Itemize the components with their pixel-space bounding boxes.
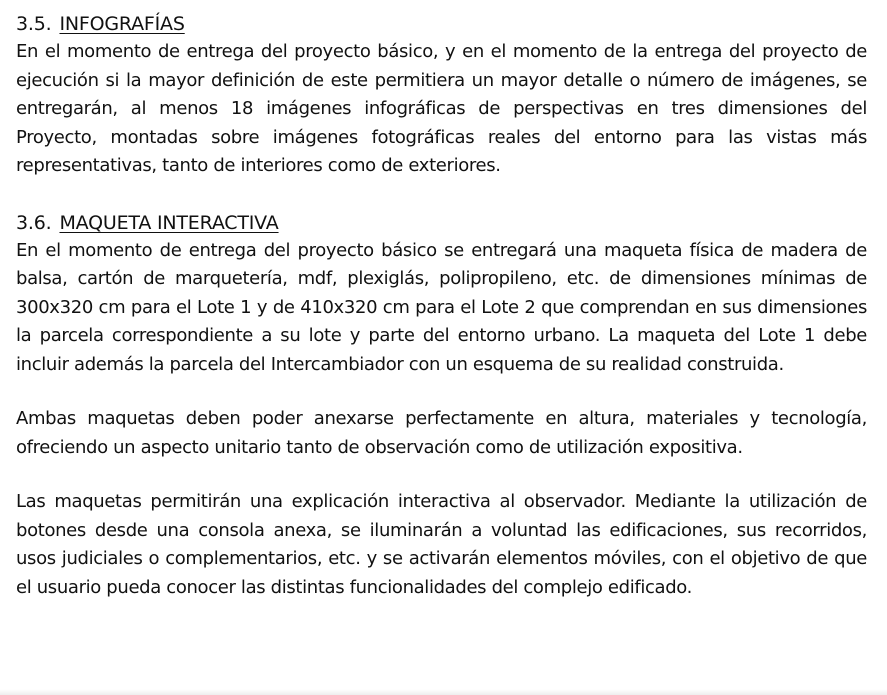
section-number: 3.6. [16, 211, 52, 234]
paragraph: Las maquetas permitirán una explicación interactiva al observador. Mediante la utilización de botones desde una consola anexa, se iluminarán a voluntad las edificaciones, sus recorridos, usos judiciales o complementarios, etc. y se activarán elementos móviles, con el objetivo de que el usuario pueda conocer las distintas funcionalidades del complejo edificado. [16, 491, 867, 598]
section-title: MAQUETA INTERACTIVA [59, 211, 279, 234]
paragraph: En el momento de entrega del proyecto básico se entregará una maqueta física de madera de balsa, cartón de marquetería, mdf, plexiglás, polipropileno, etc. de dimensiones mínimas de 300x320 cm para el Lote 1 y de 410x320 cm para el Lote 2 que comprendan en sus dimensiones la parcela correspondiente a su lote y parte del entorno urbano. La maqueta del Lote 1 debe incluir además la parcela del Intercambiador con un esquema de su realidad construida. [16, 239, 867, 375]
spacer [16, 181, 867, 209]
spacer [16, 462, 867, 488]
section-number: 3.5. [16, 13, 52, 35]
paragraph: En el momento de entrega del proyecto básico, y en el momento de la entrega del proyecto de ejecución si la mayor definición de este permitiera un mayor detalle o número de imágenes, se entregarán, al menos 18 imágenes infográficas de perspectivas en tres dimensiones del Proyecto, montadas sobre imágenes fotográficas reales del entorno para las vistas más representativas, tanto de interiores como de exteriores. [16, 41, 867, 176]
section-heading [16, 10, 867, 38]
paragraph: Ambas maquetas deben poder anexarse perfectamente en altura, materiales y tecnología, ofreciendo un aspecto unitario tanto de observación como de utilización expositiva. [16, 408, 867, 458]
section-infografias [16, 10, 867, 181]
spacer [16, 379, 867, 405]
page-bottom-edge [0, 689, 887, 695]
section-title: INFOGRAFÍAS [59, 13, 185, 35]
section-heading [16, 209, 867, 237]
section-maqueta-interactiva [16, 209, 867, 603]
